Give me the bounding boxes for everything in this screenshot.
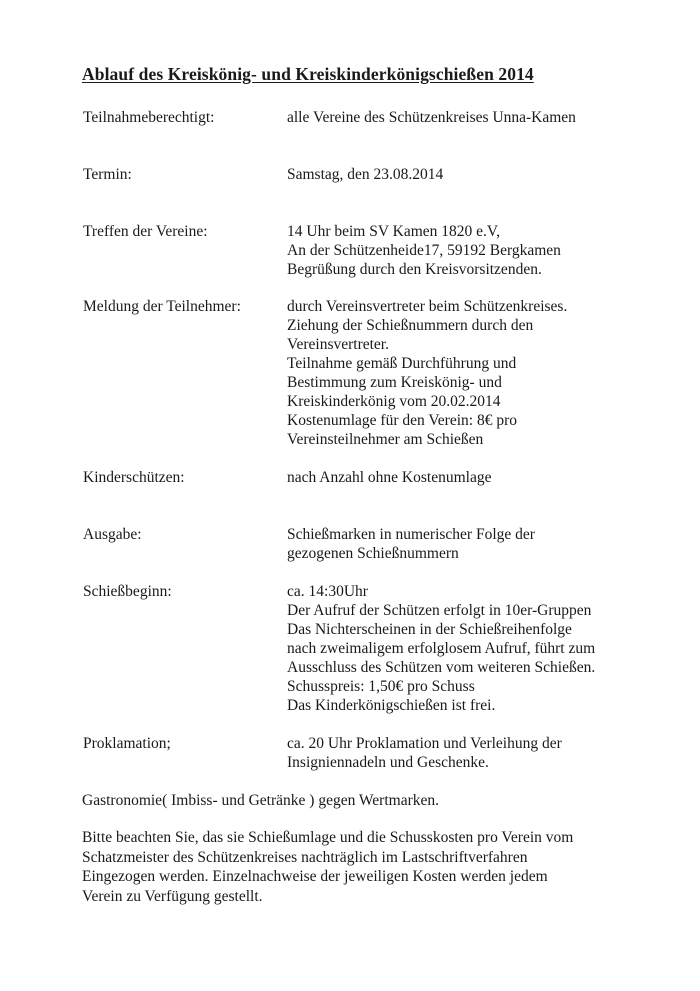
row-value-date (287, 165, 443, 184)
value-line: Das Kinderkönigschießen ist frei. (287, 697, 496, 714)
row-label-date: Termin: (83, 166, 132, 183)
paragraph-line: Verein zu Verfügung gestellt. (82, 887, 263, 905)
value-line: durch Vereinsvertreter beim Schützenkreises. (287, 298, 568, 315)
value-line: Vereinsvertreter. (287, 336, 389, 353)
value-line: Insigniennadeln und Geschenke. (287, 754, 489, 771)
paragraph-line: Eingezogen werden. Einzelnachweise der jeweiligen Kosten werden jedem (82, 868, 548, 885)
value-line: gezogenen Schießnummern (287, 545, 459, 562)
document-title: Ablauf des Kreiskönig- und Kreiskinderkönigschießen 2014 (82, 64, 534, 84)
value-line: An der Schützenheide17, 59192 Bergkamen (287, 242, 561, 259)
value-line: Ziehung der Schießnummern durch den (287, 317, 534, 334)
row-label-registration: Meldung der Teilnehmer: (83, 298, 241, 315)
row-value-meeting (287, 222, 561, 279)
row-label-issue: Ausgabe: (83, 526, 142, 543)
paragraph-line: Schatzmeister des Schützenkreises nachträglich im Lastschriftverfahren (82, 848, 528, 866)
value-line: Teilnahme gemäß Durchführung und (287, 355, 517, 372)
value-line: Schießmarken in numerischer Folge der (287, 526, 535, 543)
value-line: Kostenumlage für den Verein: 8€ pro (287, 412, 518, 429)
value-line: nach Anzahl ohne Kostenumlage (287, 469, 492, 486)
row-value-shooting-start (287, 582, 595, 715)
row-value-eligibility (287, 108, 576, 127)
gastronomy-note: Gastronomie( Imbiss- und Getränke ) gegen Wertmarken. (82, 792, 440, 809)
value-line: ca. 14:30Uhr (287, 583, 368, 600)
value-line: Samstag, den 23.08.2014 (287, 166, 444, 183)
value-line: Bestimmung zum Kreiskönig- und (287, 374, 502, 391)
value-line: ca. 20 Uhr Proklamation und Verleihung der (287, 735, 562, 752)
paragraph-line: Bitte beachten Sie, das sie Schießumlage und die Schusskosten pro Verein vom (82, 829, 574, 846)
value-line: 14 Uhr beim SV Kamen 1820 e.V, (287, 223, 500, 240)
row-label-child-shooters: Kinderschützen: (83, 469, 185, 486)
row-value-proclamation (287, 734, 562, 772)
value-line: Vereinsteilnehmer am Schießen (287, 431, 484, 448)
row-label-meeting: Treffen der Vereine: (83, 223, 208, 240)
value-line: Das Nichterscheinen in der Schießreihenfolge (287, 621, 572, 638)
value-line: Ausschluss des Schützen vom weiteren Schießen. (287, 659, 596, 676)
row-label-eligibility: Teilnahmeberechtigt: (83, 109, 215, 126)
row-value-child-shooters (287, 468, 491, 487)
row-label-proclamation: Proklamation; (83, 735, 171, 752)
closing-paragraph (82, 828, 573, 906)
value-line: Begrüßung durch den Kreisvorsitzenden. (287, 261, 542, 278)
value-line: Kreiskinderkönig vom 20.02.2014 (287, 393, 501, 410)
row-value-registration (287, 297, 567, 449)
value-line: Der Aufruf der Schützen erfolgt in 10er-Gruppen (287, 602, 592, 619)
value-line: Schusspreis: 1,50€ pro Schuss (287, 678, 475, 695)
value-line: nach zweimaligem erfolglosem Aufruf, führt zum (287, 640, 596, 657)
row-label-shooting-start: Schießbeginn: (83, 583, 172, 600)
value-line: alle Vereine des Schützenkreises Unna-Kamen (287, 109, 576, 126)
row-value-issue (287, 525, 535, 563)
